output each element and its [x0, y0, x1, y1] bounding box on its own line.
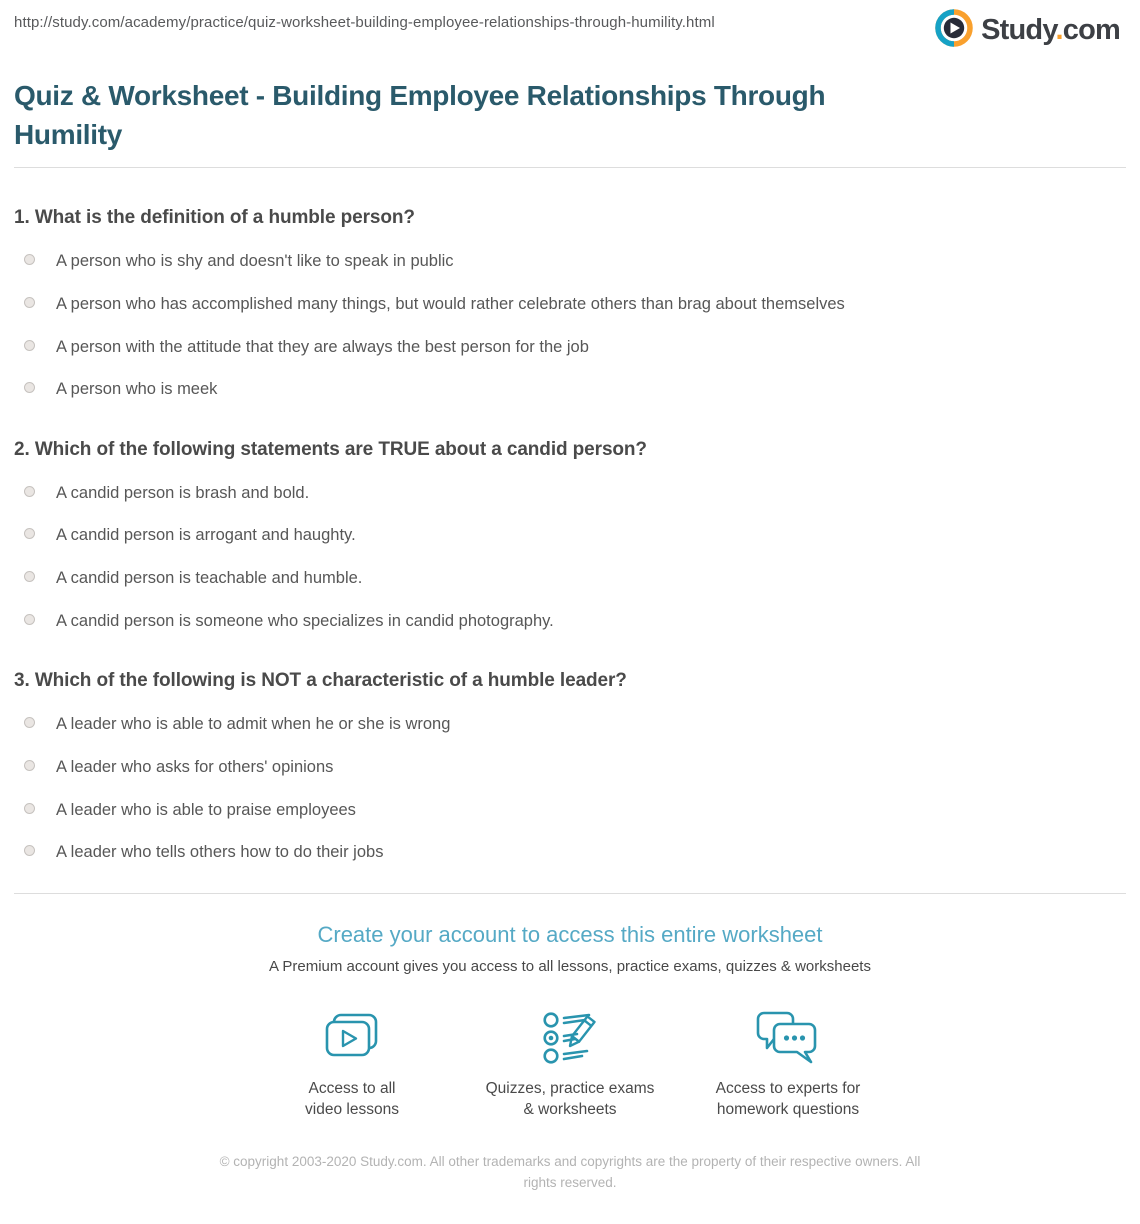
studycom-logo[interactable] [934, 8, 1120, 53]
option-row [14, 800, 1126, 821]
question-title: 3. Which of the following is NOT a characteristic of a humble leader? [14, 670, 627, 692]
page-title: Quiz & Worksheet - Building Employee Relationships Through Humility [14, 80, 826, 150]
radio-button[interactable] [24, 382, 35, 393]
feature-label: Access to experts for homework questions [715, 1079, 861, 1118]
features-row [14, 1009, 1126, 1121]
radio-button[interactable] [24, 486, 35, 497]
question-block-3 [14, 670, 1126, 863]
option-label: A leader who asks for others' opinions [56, 757, 334, 776]
option-label: A person who has accomplished many things, but would rather celebrate others than brag about themselves [56, 294, 845, 313]
option-row [14, 483, 1126, 504]
feature-experts [688, 1009, 888, 1121]
feature-video-lessons [252, 1009, 452, 1121]
logo-text: Study.com [981, 14, 1120, 46]
option-row [14, 842, 1126, 863]
option-row [14, 611, 1126, 632]
studycom-play-icon [934, 8, 974, 53]
radio-button[interactable] [24, 297, 35, 308]
question-block-2 [14, 439, 1126, 632]
option-label: A person with the attitude that they are always the best person for the job [56, 337, 589, 356]
header [14, 0, 1126, 53]
page-url: http://study.com/academy/practice/quiz-worksheet-building-employee-relationships-through-humility.html [14, 14, 715, 31]
divider-bottom [14, 893, 1126, 894]
option-label: A candid person is brash and bold. [56, 483, 310, 502]
radio-button[interactable] [24, 528, 35, 539]
quiz-worksheet-icon [470, 1009, 670, 1067]
feature-label: Access to all video lessons [305, 1079, 399, 1118]
option-row [14, 379, 1126, 400]
option-row [14, 714, 1126, 735]
option-row [14, 251, 1126, 272]
radio-button[interactable] [24, 845, 35, 856]
feature-quizzes [470, 1009, 670, 1121]
video-lessons-icon [252, 1009, 452, 1067]
radio-button[interactable] [24, 571, 35, 582]
option-row [14, 294, 1126, 315]
option-row [14, 757, 1126, 778]
radio-button[interactable] [24, 760, 35, 771]
question-title: 1. What is the definition of a humble person? [14, 207, 415, 229]
option-label: A person who is shy and doesn't like to speak in public [56, 252, 454, 271]
cta-section [14, 922, 1126, 1121]
option-label: A leader who tells others how to do their jobs [56, 843, 384, 862]
radio-button[interactable] [24, 254, 35, 265]
option-row [14, 337, 1126, 358]
option-label: A person who is meek [56, 380, 218, 399]
divider-top [14, 167, 1126, 168]
option-label: A candid person is someone who specializes in candid photography. [56, 611, 554, 630]
option-label: A leader who is able to admit when he or she is wrong [56, 715, 451, 734]
option-label: A candid person is arrogant and haughty. [56, 526, 356, 545]
option-label: A candid person is teachable and humble. [56, 569, 363, 587]
radio-button[interactable] [24, 614, 35, 625]
question-block-1 [14, 207, 1126, 400]
option-label: A leader who is able to praise employees [56, 800, 356, 819]
radio-button[interactable] [24, 340, 35, 351]
radio-button[interactable] [24, 803, 35, 814]
copyright-text: © copyright 2003-2020 Study.com. All other trademarks and copyrights are the property of their respective owners. All rights reserved. [219, 1153, 921, 1191]
question-title: 2. Which of the following statements are TRUE about a candid person? [14, 438, 647, 460]
option-row [14, 525, 1126, 546]
radio-button[interactable] [24, 717, 35, 728]
chat-experts-icon [688, 1009, 888, 1067]
cta-heading: Create your account to access this entire worksheet [317, 921, 823, 947]
cta-subheading: A Premium account gives you access to all lessons, practice exams, quizzes & worksheets [269, 957, 871, 975]
option-row [14, 568, 1126, 589]
feature-label: Quizzes, practice exams & worksheets [485, 1079, 655, 1118]
